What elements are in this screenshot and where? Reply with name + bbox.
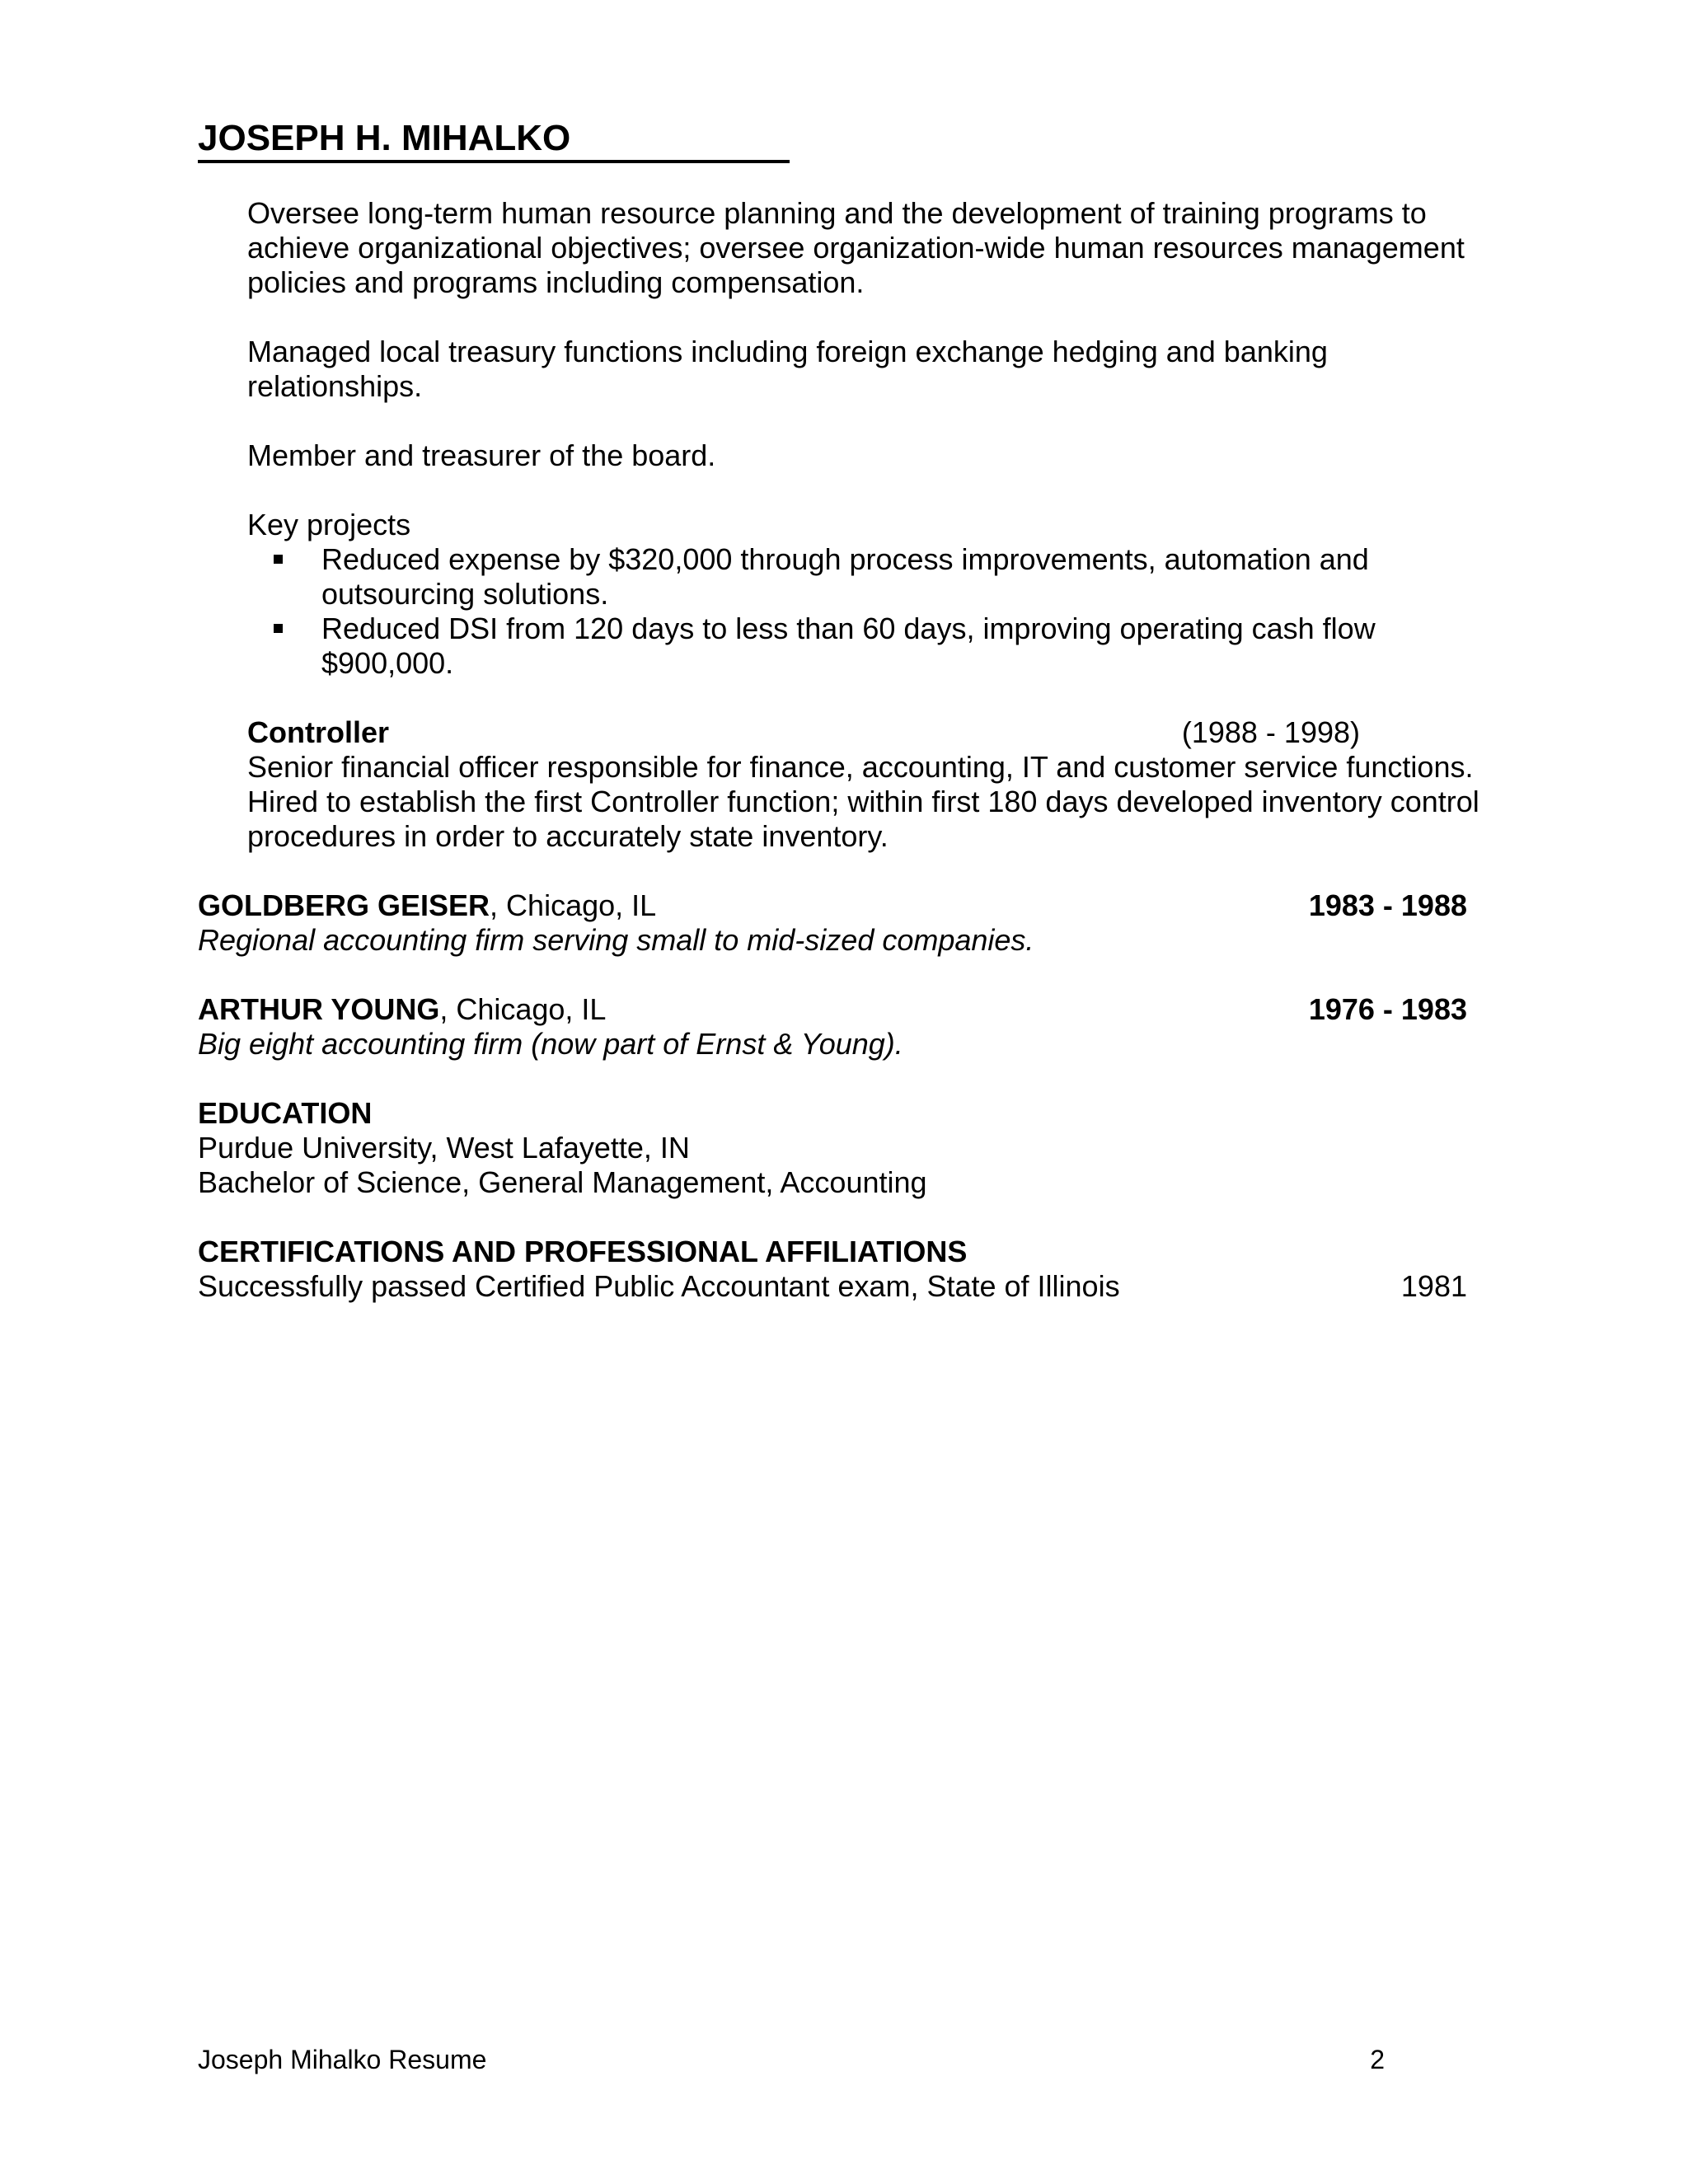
education-degree: Bachelor of Science, General Management, Accounting: [198, 1165, 927, 1199]
certification-text: Successfully passed Certified Public Accountant exam, State of Illinois: [198, 1269, 1120, 1303]
certification-year: 1981: [1400, 1269, 1467, 1303]
list-item: [247, 542, 1484, 612]
employer-description: Big eight accounting firm (now part of Ernst & Young).: [198, 1027, 903, 1061]
employer-row: [198, 992, 1467, 1027]
footer-title: Joseph Mihalko Resume: [198, 2045, 487, 2074]
certifications-heading: CERTIFICATIONS AND PROFESSIONAL AFFILIATIONS: [198, 1235, 968, 1268]
hr-planning-paragraph: Oversee long-term human resource planning and the development of training programs to achieve organizational objectives; oversee organization-wide human resources management policies and programs including compensation.: [247, 196, 1465, 299]
list-item: [247, 612, 1484, 681]
key-projects-label: Key projects: [247, 508, 411, 541]
controller-description: Senior financial officer responsible for finance, accounting, IT and customer service functions. Hired to establish the first Controller function; within first 180 days developed inventory control procedures in order to accurately state inventory.: [247, 750, 1479, 853]
employer-location: , Chicago, IL: [490, 888, 657, 922]
resume-name-heading: JOSEPH H. MIHALKO: [198, 117, 790, 163]
controller-title: Controller: [247, 715, 390, 749]
education-heading: EDUCATION: [198, 1096, 373, 1130]
key-project-text: Reduced expense by $320,000 through process improvements, automation and outsourcing solutions.: [321, 542, 1369, 611]
employer-description: Regional accounting firm serving small to mid-sized companies.: [198, 923, 1034, 957]
square-bullet-icon: [274, 624, 283, 633]
square-bullet-icon: [274, 555, 283, 564]
employer-dates: 1976 - 1983: [1308, 992, 1467, 1026]
employer-row: [198, 888, 1467, 923]
certification-row: [198, 1269, 1467, 1304]
employer-name: GOLDBERG GEISER: [198, 888, 490, 922]
page-number: 2: [1370, 2045, 1385, 2074]
key-project-text: Reduced DSI from 120 days to less than 60 days, improving operating cash flow $900,000.: [321, 612, 1376, 680]
board-paragraph: Member and treasurer of the board.: [247, 438, 716, 472]
controller-dates: (1988 - 1998): [1181, 715, 1360, 749]
employer-name: ARTHUR YOUNG: [198, 992, 440, 1026]
treasury-paragraph: Managed local treasury functions including foreign exchange hedging and banking relationships.: [247, 335, 1328, 403]
key-projects-list: [247, 542, 1484, 681]
controller-row: [247, 715, 1360, 750]
employer-dates: 1983 - 1988: [1308, 888, 1467, 922]
employer-location: , Chicago, IL: [439, 992, 607, 1026]
education-school: Purdue University, West Lafayette, IN: [198, 1131, 690, 1165]
